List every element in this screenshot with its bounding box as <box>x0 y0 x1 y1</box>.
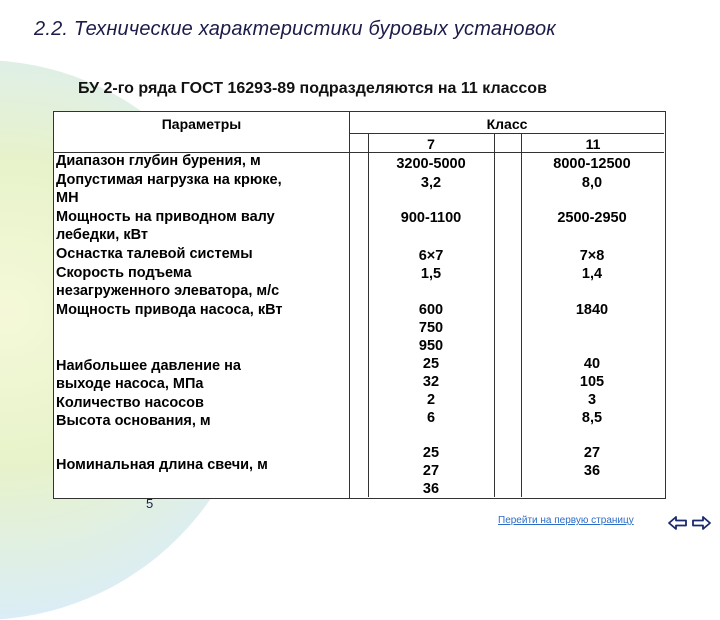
value-cell: 900-1100 <box>400 210 462 226</box>
value-cell: 3 <box>587 392 597 408</box>
header-class: Класс <box>486 116 528 132</box>
value-cell: 1,4 <box>581 266 603 282</box>
param-row: незагруженного элеватора, м/с <box>56 283 280 300</box>
value-cell: 32 <box>422 374 440 390</box>
param-list <box>56 152 348 474</box>
value-cell: 600 <box>418 302 444 318</box>
value-cell: 8000-12500 <box>553 156 631 172</box>
param-row <box>56 431 348 450</box>
header-class-7: 7 <box>427 136 435 152</box>
value-cell: 25 <box>422 445 440 461</box>
param-row: Номинальная длина свечи, м <box>56 456 268 473</box>
value-cell: 36 <box>583 463 601 479</box>
value-cell: 1840 <box>575 302 609 318</box>
value-cell: 27 <box>422 463 440 479</box>
value-cell: 2 <box>426 392 436 408</box>
param-row: выходе насоса, МПа <box>56 376 204 393</box>
class-7-values <box>368 0 494 540</box>
value-cell: 6 <box>426 410 436 426</box>
value-cell: 8,0 <box>581 175 603 191</box>
param-row: лебедки, кВт <box>56 227 148 244</box>
param-row: Оснастка талевой системы <box>56 245 253 262</box>
header-params: Параметры <box>161 116 242 132</box>
next-page-arrow-icon[interactable] <box>690 514 712 532</box>
first-page-link[interactable]: Перейти на первую страницу <box>498 515 634 526</box>
param-row: Мощность на приводном валу <box>56 208 275 225</box>
value-cell: 3,2 <box>420 175 442 191</box>
value-cell: 7×8 <box>579 248 605 264</box>
class-11-values <box>522 0 662 540</box>
value-cell: 750 <box>418 320 444 336</box>
value-cell: 36 <box>422 481 440 497</box>
param-row: Количество насосов <box>56 394 204 411</box>
value-cell: 2500-2950 <box>557 210 627 226</box>
table-divider-params <box>349 111 350 498</box>
param-row: Высота основания, м <box>56 413 211 430</box>
param-row: МН <box>56 190 79 207</box>
param-row <box>56 319 348 338</box>
param-row: Наибольшее давление на <box>56 357 241 374</box>
value-cell: 1,5 <box>420 266 442 282</box>
value-cell: 950 <box>418 338 444 354</box>
value-cell: 6×7 <box>418 248 444 264</box>
slide-title: 2.2. Технические характеристики буровых установок <box>34 18 556 40</box>
param-row: Диапазон глубин бурения, м <box>56 153 261 169</box>
value-cell: 3200-5000 <box>396 156 466 172</box>
value-cell: 40 <box>583 356 601 372</box>
param-row: Скорость подъема <box>56 264 192 281</box>
header-class-11: 11 <box>585 136 601 152</box>
param-row: Мощность привода насоса, кВт <box>56 301 283 318</box>
first-page-arrow-icon[interactable] <box>667 514 689 532</box>
value-cell: 105 <box>579 374 605 390</box>
table-divider-class-mid-a <box>494 134 495 497</box>
value-cell: 25 <box>422 356 440 372</box>
param-row <box>56 338 348 357</box>
value-cell: 27 <box>583 445 601 461</box>
value-cell: 8,5 <box>581 410 603 426</box>
slide-subtitle: БУ 2-го ряда ГОСТ 16293-89 подразделяются на 11 классов <box>78 80 547 97</box>
page-number: 5 <box>146 496 154 511</box>
param-row: Допустимая нагрузка на крюке, <box>56 171 282 188</box>
